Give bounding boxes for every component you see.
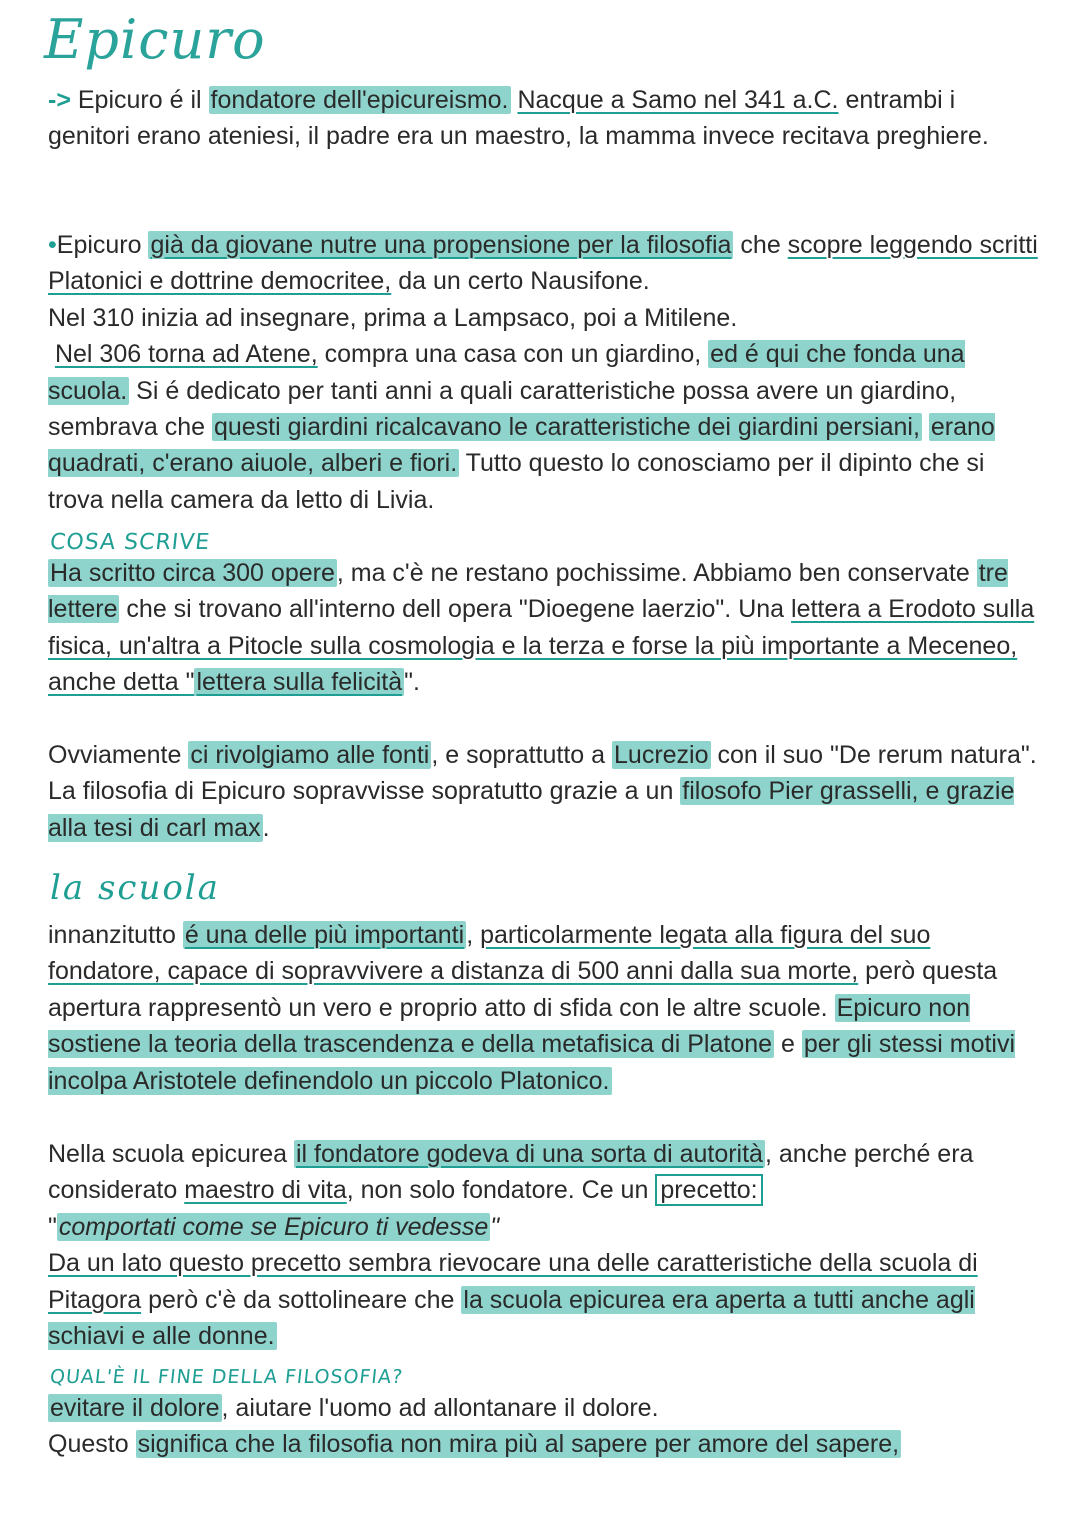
highlight: per gli stessi motivi incolpa Aristotele definendolo un piccolo Platonico. <box>48 1030 1016 1095</box>
underline: particolarmente legata alla figura del suo fondatore, capace di sopravvivere a distanza di 500 anni dalla sua morte, <box>48 921 931 986</box>
highlight: é una delle più importanti <box>184 921 465 949</box>
underline: Nacque a Samo nel 341 a.C. <box>517 86 839 114</box>
heading-fine-filosofia: QUAL'È IL FINE DELLA FILOSOFIA? <box>48 1366 405 1388</box>
highlight: filosofo Pier grasselli, e grazie alla tesi di carl max <box>48 777 1015 842</box>
highlight: fondatore dell'epicureismo. <box>210 86 509 114</box>
highlight: erano quadrati, c'erano aiuole, alberi e fiori. <box>48 413 995 478</box>
highlight: ci rivolgiamo alle fonti <box>190 741 430 769</box>
highlight: significa che la filosofia non mira più al sapere per amore del sapere, <box>137 1430 900 1459</box>
arrow-icon: -> <box>48 86 71 114</box>
paragraph-scuola: innanzitutto é una delle più importanti, particolarmente legata alla figura del suo fondatore, capace di sopravvivere a distanza di 500 anni dalla sua morte, però questa apertura rappresentò un vero e proprio atto di sfida con le altre scuole. Epicuro non sostiene la teoria della trascendenza e della metafisica di Platone e per gli stessi motivi incolpa Aristotele definendolo un piccolo Platonico. <box>48 921 1016 1095</box>
underline: Da un lato questo precetto sembra rievocare una delle caratteristiche della scuola di Pitagora <box>48 1249 978 1314</box>
underline: maestro di vita <box>184 1176 347 1205</box>
highlight: evitare il dolore <box>50 1394 220 1422</box>
boxed-term: precetto: <box>655 1174 762 1206</box>
paragraph-opere: Ha scritto circa 300 opere, ma c'è ne restano pochissime. Abbiamo ben conservate tre lettere che si trovano all'interno dell opera "Dioegene laerzio". Una lettera a Erodoto sulla fisica, un'altra a Pitocle sulla cosmologia e la terza e forse la più importante a Meceneo, anche detta "lettera sulla felicità". <box>48 559 1035 697</box>
paragraph-fonti: Ovviamente ci rivolgiamo alle fonti, e soprattutto a Lucrezio con il suo "De rerum natura". La filosofia di Epicuro sopravvisse sopratutto grazie a un filosofo Pier grasselli, e grazie alla tesi di carl max. <box>48 741 1037 842</box>
highlight: tre lettere <box>48 559 1008 624</box>
heading-cosa-scrive: COSA SCRIVE <box>48 530 212 555</box>
paragraph-fine: evitare il dolore, aiutare l'uomo ad allontanare il dolore. Questo significa che la filosofia non mira più al sapere per amore del sapere, <box>48 1394 900 1459</box>
highlight: Epicuro non sostiene la teoria della trascendenza e della metafisica di Platone <box>48 993 971 1059</box>
highlight-quote: comportati come se Epicuro ti vedesse <box>58 1212 489 1241</box>
paragraph-biography: •Epicuro già da giovane nutre una propensione per la filosofia che scopre leggendo scritti Platonici e dottrine democritee, da un certo Nausifone. Nel 310 inizia ad insegnare, prima a Lampsaco, poi a Mitilene. Nel 306 torna ad Atene, compra una casa con un giardino, ed é qui che fonda una scuola. Si é dedicato per tanti anni a quali caratteristiche possa avere un giardino, sembrava che questi giardini ricalcavano le caratteristiche dei giardini persiani, erano quadrati, c'erano aiuole, alberi e fiori. Tutto questo lo conosciamo per il dipinto che si trova nella camera da letto di Livia. <box>48 231 1038 514</box>
highlight: il fondatore godeva di una sorta di autorità <box>295 1140 763 1168</box>
bullet-icon: • <box>48 231 57 259</box>
highlight: questi giardini ricalcavano le caratteristiche dei giardini persiani, <box>213 413 920 442</box>
highlight: già da giovane nutre una propensione per la filosofia <box>150 231 732 259</box>
heading-la-scuola: la scuola <box>50 868 220 908</box>
highlight: Lucrezio <box>614 741 709 769</box>
underline: lettera a Erodoto sulla fisica, un'altra a Pitocle sulla cosmologia e la terza e forse la più importante a Meceneo, anche detta " <box>48 595 1035 697</box>
paragraph-intro: -> Epicuro é il fondatore dell'epicureismo. Nacque a Samo nel 341 a.C. entrambi i genitori erano ateniesi, il padre era un maestro, la mamma invece recitava preghiere. <box>48 86 989 151</box>
highlight: lettera sulla felicità <box>196 668 403 697</box>
underline: scopre leggendo scritti Platonici e dottrine democritee, <box>48 231 1038 296</box>
highlight: ed é qui che fonda una scuola. <box>48 340 965 405</box>
underline: Nel 306 torna ad Atene, <box>54 340 318 369</box>
highlight: Ha scritto circa 300 opere <box>50 559 335 587</box>
paragraph-autorita: Nella scuola epicurea il fondatore godeva di una sorta di autorità, anche perché era considerato maestro di vita, non solo fondatore. Ce un precetto: "comportati come se Epicuro ti vedesse" Da un lato questo precetto sembra rievocare una delle caratteristiche della scuola di Pitagora però c'è da sottolineare che la scuola epicurea era aperta a tutti anche agli schiavi e alle donne. <box>48 1140 978 1351</box>
page-title: Epicuro <box>44 8 266 71</box>
highlight: la scuola epicurea era aperta a tutti anche agli schiavi e alle donne. <box>48 1285 975 1351</box>
